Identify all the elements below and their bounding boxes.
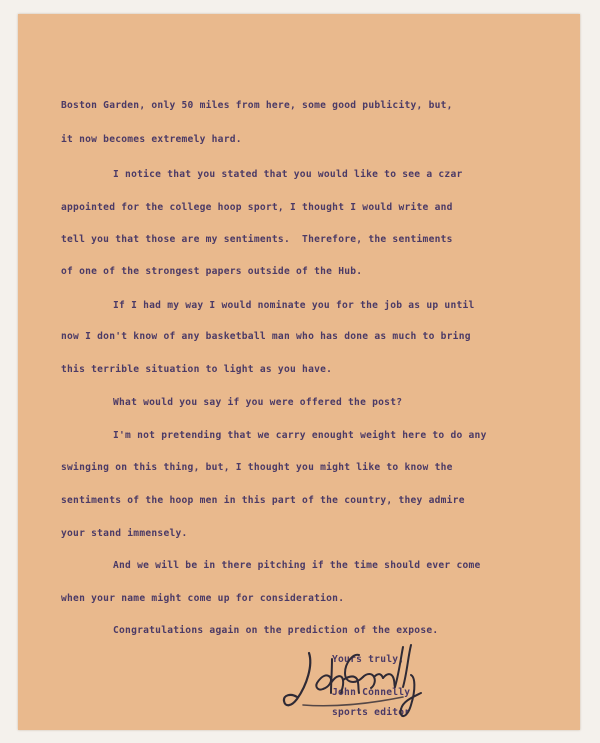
letter-line: What would you say if you were offered the post? [113, 397, 403, 408]
letter-line: If I had my way I would nominate you for the job as up until [113, 300, 475, 311]
letter-line: appointed for the college hoop sport, I thought I would write and [61, 202, 453, 213]
signer-name: John Connelly [332, 687, 411, 698]
letter-line: it now becomes extremely hard. [61, 134, 242, 145]
closing: Yours truly, [332, 654, 405, 665]
letter-line: now I don't know of any basketball man who has done as much to bring [61, 331, 471, 342]
handwritten-signature [275, 635, 425, 725]
signer-title: sports editor [332, 707, 411, 718]
letter-line: your stand immensely. [61, 528, 188, 539]
letter-line: tell you that those are my sentiments. Therefore, the sentiments [61, 234, 453, 245]
letter-line: And we will be in there pitching if the time should ever come [113, 560, 481, 571]
letter-line: of one of the strongest papers outside of the Hub. [61, 266, 363, 277]
letter-line: swinging on this thing, but, I thought you might like to know the [61, 462, 453, 473]
letter-line: sentiments of the hoop men in this part of the country, they admire [61, 495, 465, 506]
letter-line: when your name might come up for consideration. [61, 593, 345, 604]
letter-line: I notice that you stated that you would like to see a czar [113, 169, 463, 180]
letter-line: Congratulations again on the prediction of the expose. [113, 625, 439, 636]
letter-line: this terrible situation to light as you have. [61, 364, 333, 375]
letter-line: Boston Garden, only 50 miles from here, some good publicity, but, [61, 100, 453, 111]
letter-line: I'm not pretending that we carry enought weight here to do any [113, 430, 487, 441]
